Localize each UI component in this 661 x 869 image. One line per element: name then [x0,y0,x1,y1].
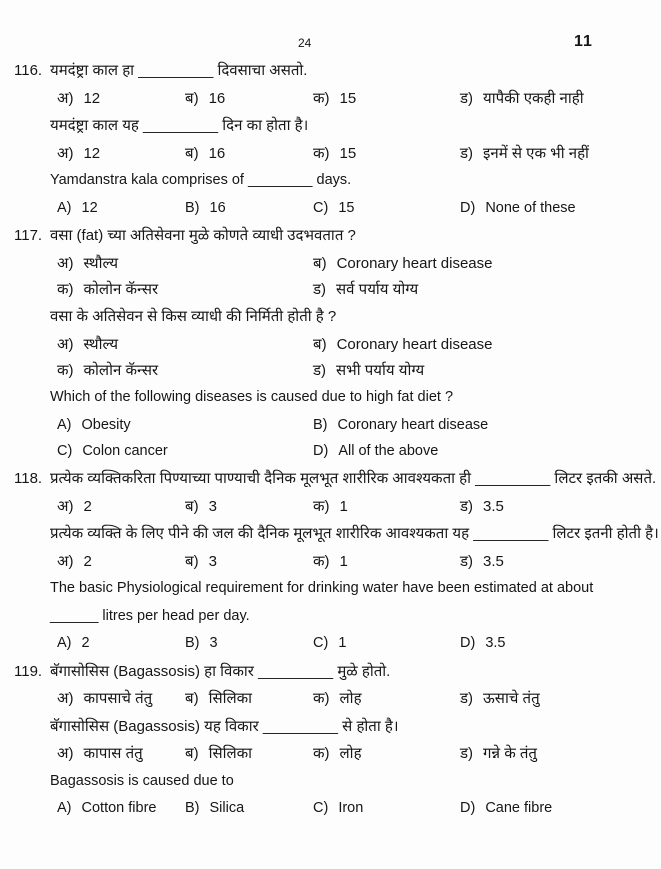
option-text: 1 [339,497,348,515]
option [460,145,661,162]
option [185,90,313,107]
option [460,498,661,515]
option [460,800,661,817]
option-text: कोलोन कॅन्सर [83,361,159,379]
option-label: क) [313,690,330,707]
option-label: ड) [313,361,327,379]
option-text: लोह [339,690,362,707]
option-label: ब) [185,745,199,762]
option-text: स्थौल्य [83,335,119,353]
option-label: C) [313,635,329,651]
options-grid-marathi [57,255,661,298]
option-label: अ) [57,335,74,353]
option-text: सिलिका [208,690,253,707]
option [313,255,661,272]
option-label: अ) [57,690,74,707]
option [313,417,661,434]
option-label: C) [313,800,329,816]
question-number: 116. [14,62,43,79]
option-text: Coronary heart disease [336,335,493,353]
options-row-english [57,200,661,217]
option [313,635,460,652]
option-label: A) [57,635,72,651]
option-text: Colon cancer [82,442,168,459]
option-text: 16 [209,199,226,216]
question-text-marathi: प्रत्येक व्यक्तिकरिता पिण्याच्या पाण्याची दैनिक मूलभूत शारीरिक आवश्यकता ही _________ लिटर इतकी असते. [50,470,657,487]
option-label: ड) [460,552,474,570]
option [185,498,313,515]
option-label: क) [57,361,74,379]
option-label: ब) [185,89,199,107]
option-label: अ) [57,552,74,570]
option-label: D) [460,800,476,816]
option-label: क) [57,280,74,298]
option [57,145,185,162]
question-117 [0,227,661,460]
option-label: ब) [185,552,199,570]
option-text: 16 [208,144,226,162]
option [57,417,313,434]
option-text: Cane fibre [485,800,553,816]
option [313,200,460,217]
option-label: D) [313,442,329,459]
option-text: कोलोन कॅन्सर [83,280,159,298]
option [57,200,185,217]
option-text: स्थौल्य [83,254,119,272]
option-text: 3.5 [483,497,504,515]
question-text-marathi: यमदंष्ट्रा काल हा _________ दिवसाचा असतो. [50,62,308,79]
option [57,800,185,817]
page-number-center: 24 [298,36,312,50]
option-label: ड) [460,690,474,707]
option-label: B) [185,199,200,216]
option-label: क) [313,745,330,762]
options-row-marathi [57,90,661,107]
option [313,443,661,460]
option-label: अ) [57,254,74,272]
options-row-hindi [57,745,661,762]
option-text: Coronary heart disease [337,416,489,433]
option [57,553,185,570]
question-text-hindi: बॅगासोसिस (Bagassosis) यह विकार _________ से होता है। [50,717,399,735]
question-118 [0,470,661,652]
option-label: ड) [460,745,474,762]
option-text: 12 [83,144,101,162]
option-label: क) [313,89,330,107]
option [313,362,661,379]
option [57,745,185,762]
question-number: 119. [14,662,43,680]
option [57,90,185,107]
option-label: B) [185,635,200,651]
option-label: B) [313,416,328,433]
option-label: ब) [185,690,199,707]
option-text: 12 [83,89,101,107]
option [460,90,661,107]
option-text: Iron [338,800,364,816]
option-label: D) [460,635,476,651]
option-text: सभी पर्याय योग्य [336,361,425,379]
options-row-hindi [57,145,661,162]
option-label: क) [313,497,330,515]
option-label: क) [313,552,330,570]
option [313,800,460,817]
option-text: सर्व पर्याय योग्य [336,280,419,298]
option [313,336,661,353]
options-grid-english [57,417,661,460]
option-text: 3 [208,552,217,570]
option [460,635,661,652]
option [185,690,313,707]
option [313,145,460,162]
option [57,690,185,707]
option-text: 3 [209,635,218,651]
option-text: 1 [339,552,348,570]
option-text: 2 [83,497,92,515]
option [313,745,460,762]
option-text: 2 [83,552,92,570]
options-row-marathi [57,498,661,515]
option-text: ऊसाचे तंतु [483,690,540,707]
options-row-hindi [57,553,661,570]
option [57,635,185,652]
option-text: 15 [338,199,355,216]
option-text: Silica [209,800,245,816]
option [57,336,313,353]
option-text: 3.5 [483,552,504,570]
option-label: अ) [57,144,74,162]
option [185,553,313,570]
option [313,90,460,107]
option [185,200,313,217]
option-text: कापसाचे तंतु [83,690,153,707]
option-text: None of these [485,199,576,216]
option-label: ड) [460,89,474,107]
option-text: Cotton fibre [81,800,157,816]
option-label: A) [57,199,72,216]
question-text-english: The basic Physiological requirement for drinking water have been estimated at about [50,580,594,596]
question-text-english: Bagassosis is caused due to [50,772,234,789]
option-text: इनमें से एक भी नहीं [483,144,589,162]
option-label: ब) [313,254,327,272]
option-label: A) [57,800,72,816]
option-text: 15 [339,89,357,107]
option [460,553,661,570]
options-row-english [57,800,661,817]
option-text: Obesity [81,416,131,433]
option-label: ब) [185,144,199,162]
question-116 [0,62,661,217]
option-label: अ) [57,497,74,515]
page-header [0,33,661,55]
option-text: लोह [339,745,362,762]
option-text: यापैकी एकही नाही [483,89,584,107]
option [57,281,313,298]
option-label: ड) [313,280,327,298]
option [313,498,460,515]
option-label: क) [313,144,330,162]
option-text: 12 [81,199,98,216]
option-label: C) [313,199,329,216]
option [460,745,661,762]
question-text-marathi: वसा (fat) च्या अतिसेवना मुळे कोणते व्याधी उदभवतात ? [50,227,356,244]
option-text: All of the above [338,442,439,459]
option [185,145,313,162]
option [460,200,661,217]
question-number: 118. [14,470,43,487]
question-text-hindi: यमदंष्ट्रा काल यह _________ दिन का होता है। [50,117,309,134]
option [185,745,313,762]
option [460,690,661,707]
option [313,690,460,707]
question-text-marathi: बॅगासोसिस (Bagassosis) हा विकार _________ मुळे होतो. [50,662,391,680]
question-number: 117. [14,227,43,244]
option-label: ड) [460,144,474,162]
question-119 [0,663,661,818]
option-text: गन्ने के तंतु [483,745,537,762]
option-text: 15 [339,144,357,162]
option [57,255,313,272]
option-text: 1 [338,635,347,651]
option [313,553,460,570]
option-text: 3 [208,497,217,515]
option-text: सिलिका [208,745,253,762]
question-text-english-cont: ______ litres per head per day. [50,607,250,624]
page-number-corner: 11 [574,33,593,50]
option [57,498,185,515]
option [185,635,313,652]
options-grid-hindi [57,336,661,379]
option-label: अ) [57,89,74,107]
question-text-english: Yamdanstra kala comprises of ________ days. [50,172,352,188]
option-label: ब) [185,497,199,515]
option-label: B) [185,800,200,816]
option-text: 16 [208,89,226,107]
option [185,800,313,817]
option-label: ड) [460,497,474,515]
option-label: अ) [57,745,74,762]
questions-list [0,62,661,828]
option-label: D) [460,199,476,216]
options-row-marathi [57,690,661,707]
option-text: Coronary heart disease [336,254,493,272]
option-label: ब) [313,335,327,353]
question-text-english: Which of the following diseases is caused due to high fat diet ? [50,389,454,405]
options-row-english [57,635,661,652]
option-text: 3.5 [485,635,506,651]
option-label: A) [57,416,72,433]
question-text-hindi: प्रत्येक व्यक्ति के लिए पीने की जल की दैनिक मूलभूत शारीरिक आवश्यकता यह _________ लिटर इतनी होती है। [50,525,659,542]
option [57,362,313,379]
option-label: C) [57,442,73,459]
option-text: कापास तंतु [83,745,143,762]
option [57,443,313,460]
option-text: 2 [81,635,90,651]
option [313,281,661,298]
question-text-hindi: वसा के अतिसेवन से किस व्याधी की निर्मिती होती है ? [50,308,337,325]
